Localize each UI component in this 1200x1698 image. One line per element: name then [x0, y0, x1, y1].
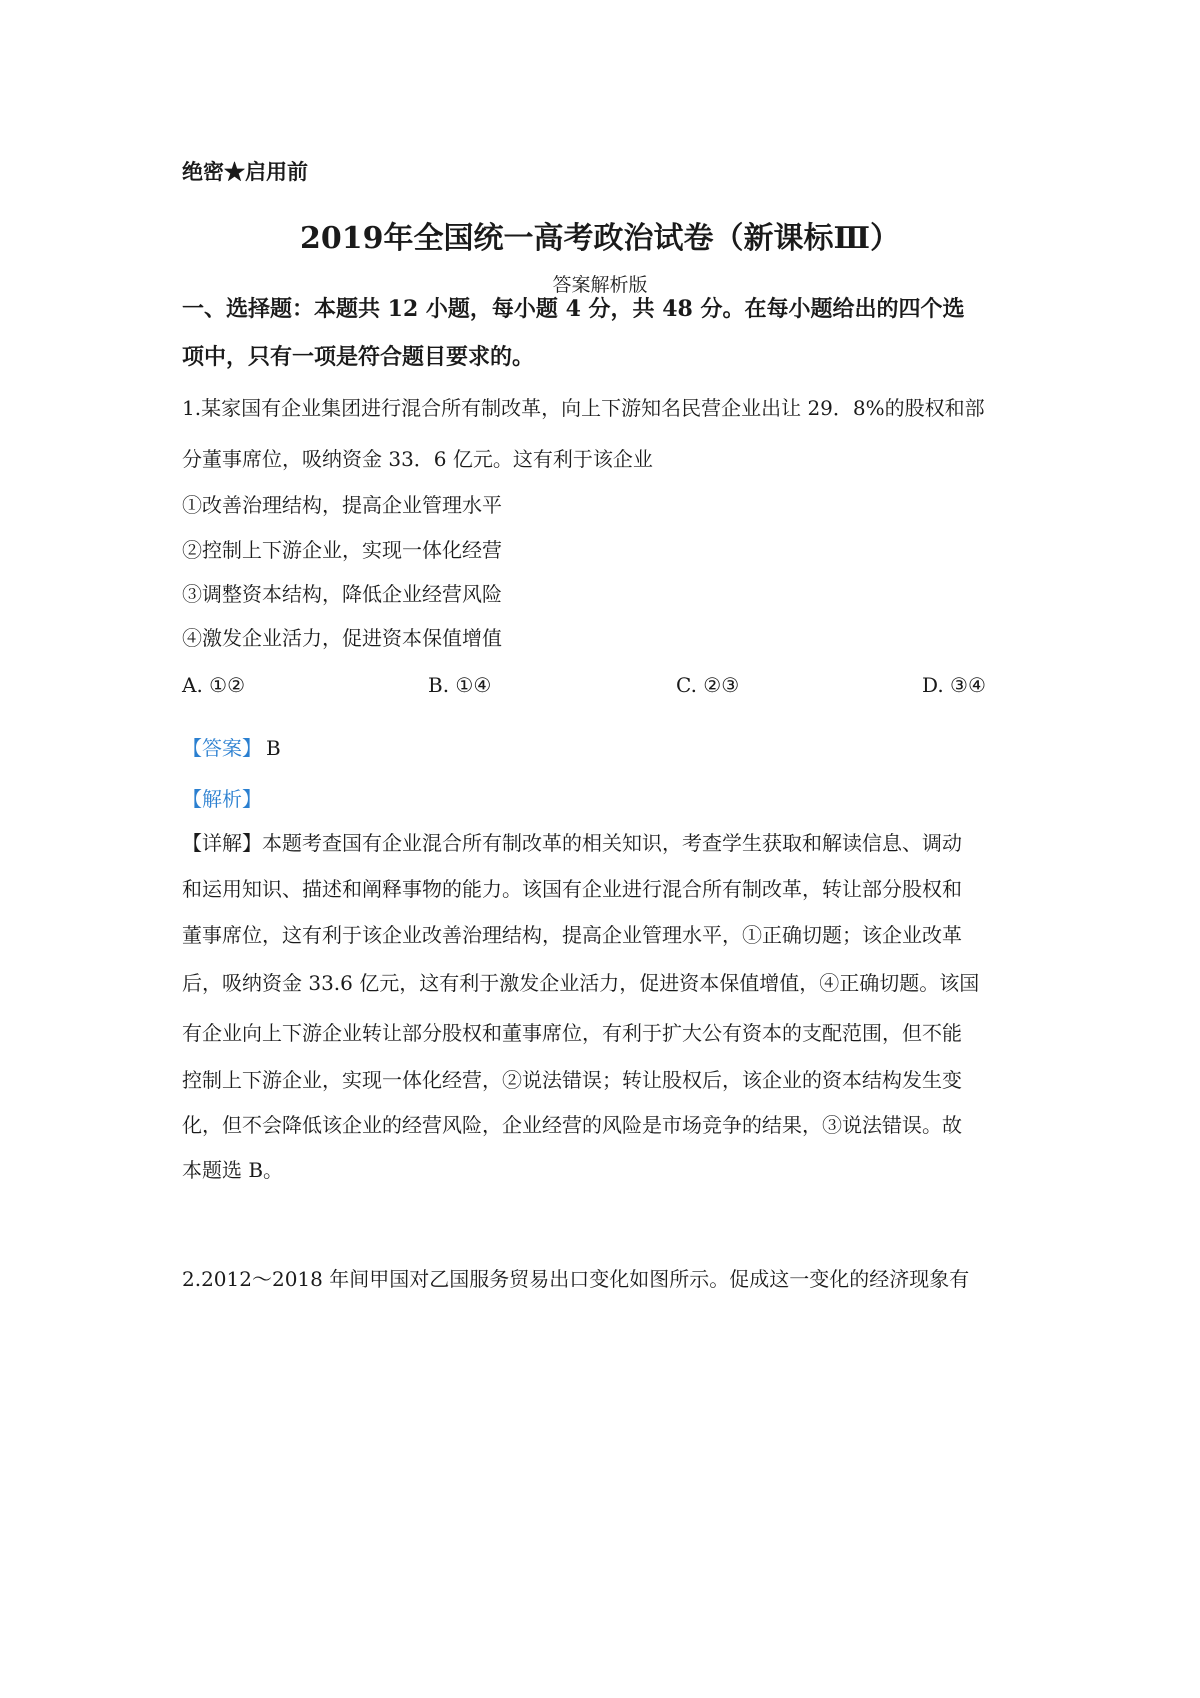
analysis-line-7: 化，但不会降低该企业的经营风险，企业经营的风险是市场竞争的结果，③说法错误。故: [182, 1113, 962, 1137]
answer-tag: 【答案】: [182, 736, 262, 760]
analysis-line-8: 本题选 B。: [182, 1158, 284, 1182]
analysis-line-5: 有企业向上下游企业转让部分股权和董事席位，有利于扩大公有资本的支配范围，但不能: [182, 1021, 962, 1045]
question1-item-3: ③调整资本结构，降低企业经营风险: [182, 582, 502, 606]
question1-stem-line2: 分董事席位，吸纳资金 33．6 亿元。这有利于该企业: [182, 447, 653, 471]
question1-option-c: C. ②③: [676, 673, 740, 697]
question1-option-a: A. ①②: [182, 673, 246, 697]
page-title: 2019年全国统一高考政治试卷（新课标Ⅲ）: [299, 221, 901, 256]
analysis-line-1: 【详解】本题考查国有企业混合所有制改革的相关知识，考查学生获取和解读信息、调动: [182, 831, 962, 855]
answer-line: [182, 732, 281, 761]
analysis-line-2: 和运用知识、描述和阐释事物的能力。该国有企业进行混合所有制改革，转让部分股权和: [182, 877, 962, 901]
answer-value: B: [266, 736, 281, 760]
analysis-line-4: 后，吸纳资金 33.6 亿元，这有利于激发企业活力，促进资本保值增值，④正确切题。该国: [182, 971, 980, 995]
question1-option-d: D. ③④: [922, 673, 986, 697]
analysis-tag: 【解析】: [182, 787, 262, 811]
page-subtitle: 答案解析版: [552, 274, 648, 296]
question1-option-b: B. ①④: [428, 673, 492, 697]
section-heading-line2: 项中，只有一项是符合题目要求的。: [182, 344, 535, 370]
question1-item-2: ②控制上下游企业，实现一体化经营: [182, 538, 502, 562]
question2-stem: 2.2012～2018 年间甲国对乙国服务贸易出口变化如图所示。促成这一变化的经济现象有: [182, 1267, 970, 1291]
analysis-line-6: 控制上下游企业，实现一体化经营，②说法错误；转让股权后，该企业的资本结构发生变: [182, 1068, 962, 1092]
analysis-line-3: 董事席位，这有利于该企业改善治理结构，提高企业管理水平，①正确切题；该企业改革: [182, 923, 962, 947]
question1-item-1: ①改善治理结构，提高企业管理水平: [182, 493, 502, 517]
question1-stem-line1: 1.某家国有企业集团进行混合所有制改革，向上下游知名民营企业出让 29．8%的股权和部: [182, 396, 985, 420]
question1-item-4: ④激发企业活力，促进资本保值增值: [182, 626, 502, 650]
section-heading-line1: 一、选择题：本题共 12 小题，每小题 4 分，共 48 分。在每小题给出的四个选: [182, 296, 965, 322]
secret-label: 绝密★启用前: [182, 159, 308, 184]
